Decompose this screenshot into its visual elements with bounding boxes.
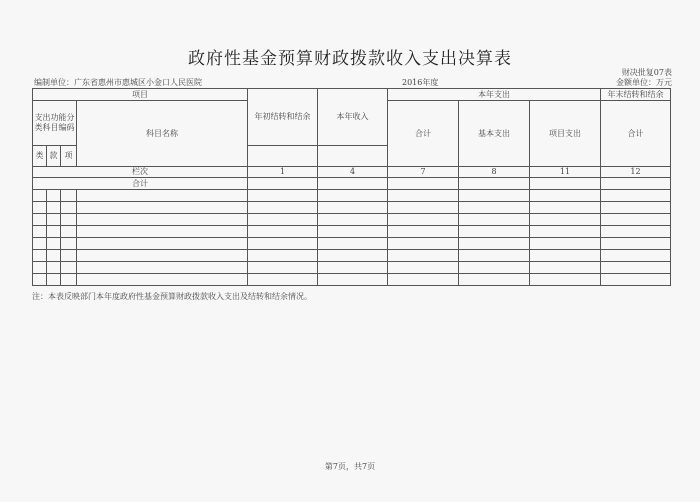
table-cell <box>33 226 47 238</box>
table-cell <box>61 226 77 238</box>
table-cell <box>61 250 77 262</box>
fiscal-year: 2016年度 <box>402 78 439 87</box>
table-cell <box>77 274 248 286</box>
table-cell <box>47 250 61 262</box>
table-cell <box>318 202 388 214</box>
header-income-spacer <box>318 146 388 167</box>
table-cell <box>530 178 601 190</box>
index-c4: 8 <box>459 167 530 178</box>
index-c3: 7 <box>388 167 459 178</box>
table-cell <box>601 274 671 286</box>
table-cell <box>33 274 47 286</box>
table-cell <box>601 250 671 262</box>
table-cell <box>601 190 671 202</box>
header-func-class: 支出功能分类科目编码 <box>33 101 77 146</box>
table-cell <box>248 250 318 262</box>
amount-unit: 金额单位：万元 <box>616 78 672 87</box>
index-c1: 1 <box>248 167 318 178</box>
table-cell <box>318 238 388 250</box>
table-cell <box>318 190 388 202</box>
index-c2: 4 <box>318 167 388 178</box>
table-cell <box>47 190 61 202</box>
table-cell <box>388 262 459 274</box>
table-cell <box>33 262 47 274</box>
budget-table <box>32 88 671 286</box>
table-cell <box>601 214 671 226</box>
table-cell <box>601 238 671 250</box>
table-cell <box>459 202 530 214</box>
header-subject-name: 科目名称 <box>77 101 248 167</box>
table-cell <box>47 214 61 226</box>
table-cell <box>61 214 77 226</box>
table-cell <box>33 238 47 250</box>
table-cell <box>77 202 248 214</box>
table-cell <box>388 238 459 250</box>
table-cell <box>248 226 318 238</box>
header-total2: 合计 <box>601 101 671 167</box>
table-cell <box>33 202 47 214</box>
table-cell <box>61 190 77 202</box>
table-cell <box>388 274 459 286</box>
table-cell <box>318 214 388 226</box>
index-c6: 12 <box>601 167 671 178</box>
table-cell <box>459 274 530 286</box>
table-cell <box>530 214 601 226</box>
table-cell <box>61 274 77 286</box>
table-cell <box>33 190 47 202</box>
table-cell <box>388 214 459 226</box>
table-cell <box>77 190 248 202</box>
table-cell <box>318 226 388 238</box>
table-cell <box>530 274 601 286</box>
header-lei: 类 <box>33 146 47 167</box>
page-title: 政府性基金预算财政拨款收入支出决算表 <box>188 49 512 69</box>
table-cell <box>601 226 671 238</box>
table-cell <box>459 250 530 262</box>
form-code: 财决批复07表 <box>621 68 672 77</box>
table-cell <box>459 262 530 274</box>
page-footer: 第7页，共7页 <box>324 462 376 471</box>
table-cell <box>248 238 318 250</box>
table-cell <box>530 202 601 214</box>
table-cell <box>61 238 77 250</box>
compiling-unit: 编制单位：广东省惠州市惠城区小金口人民医院 <box>34 78 202 87</box>
table-cell <box>530 250 601 262</box>
table-cell <box>248 178 318 190</box>
table-cell <box>47 202 61 214</box>
table-cell <box>318 178 388 190</box>
table-note: 注：本表反映部门本年度政府性基金预算财政拨款收入支出及结转和结余情况。 <box>32 292 312 301</box>
index-c5: 11 <box>530 167 601 178</box>
table-cell <box>248 190 318 202</box>
header-project: 项目支出 <box>530 101 601 167</box>
header-income: 本年收入 <box>318 89 388 146</box>
table-cell <box>61 202 77 214</box>
table-cell <box>459 238 530 250</box>
table-cell <box>61 262 77 274</box>
table-cell <box>318 262 388 274</box>
index-row-label: 栏次 <box>33 167 248 178</box>
table-cell <box>459 190 530 202</box>
table-cell <box>47 226 61 238</box>
header-begin-balance: 年初结转和结余 <box>248 89 318 146</box>
header-kuan: 款 <box>47 146 61 167</box>
table-cell <box>601 178 671 190</box>
table-cell <box>601 202 671 214</box>
table-cell <box>318 274 388 286</box>
table-cell <box>77 238 248 250</box>
header-xiang: 项 <box>61 146 77 167</box>
table-cell <box>388 190 459 202</box>
table-cell <box>459 214 530 226</box>
table-cell <box>77 214 248 226</box>
table-cell <box>77 226 248 238</box>
table-cell <box>388 226 459 238</box>
table-cell <box>47 262 61 274</box>
header-end-balance: 年末结转和结余 <box>601 89 671 101</box>
header-total: 合计 <box>388 101 459 167</box>
table-cell <box>33 214 47 226</box>
table-cell <box>388 202 459 214</box>
table-cell <box>248 262 318 274</box>
header-basic: 基本支出 <box>459 101 530 167</box>
table-cell <box>530 262 601 274</box>
table-cell <box>47 238 61 250</box>
header-expenditure: 本年支出 <box>388 89 601 101</box>
table-cell <box>77 250 248 262</box>
table-cell <box>388 178 459 190</box>
table-cell <box>530 238 601 250</box>
table-cell <box>248 274 318 286</box>
table-cell <box>47 274 61 286</box>
table-cell <box>530 190 601 202</box>
table-cell <box>248 202 318 214</box>
table-cell <box>459 226 530 238</box>
header-income-spacer <box>248 146 318 167</box>
table-cell <box>601 262 671 274</box>
table-cell <box>33 250 47 262</box>
table-cell <box>248 214 318 226</box>
table-cell <box>530 226 601 238</box>
table-cell <box>388 250 459 262</box>
table-cell <box>459 178 530 190</box>
table-cell <box>77 262 248 274</box>
header-item: 项目 <box>33 89 248 101</box>
table-cell <box>318 250 388 262</box>
sum-row-label: 合计 <box>33 178 248 190</box>
